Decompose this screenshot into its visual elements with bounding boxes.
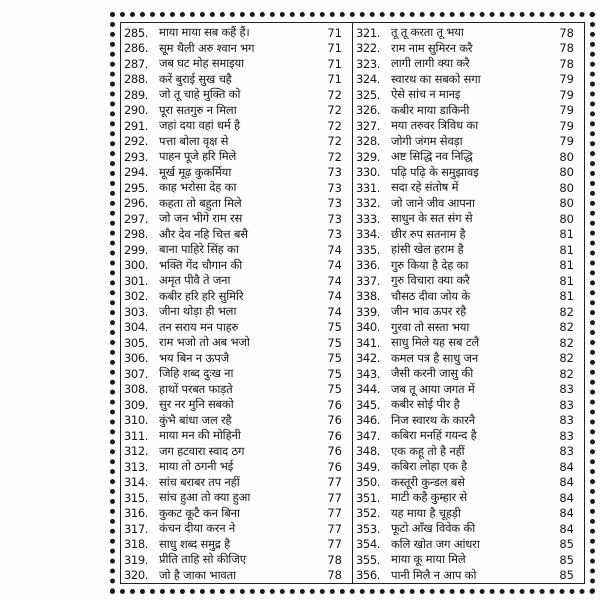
index-row: [353, 149, 584, 165]
entry-title: कहता तो बहुता मिले: [159, 195, 242, 210]
entry-title: निज स्वारथ के कारनै: [391, 412, 475, 427]
entry-page-number: 80: [559, 196, 574, 211]
index-row: [121, 273, 352, 289]
entry-page-number: 85: [559, 537, 574, 552]
entry-page-number: 71: [327, 72, 342, 87]
index-row: [121, 134, 352, 150]
entry-title: सदा रहे संतोष में: [391, 180, 459, 195]
entry-page-number: 80: [559, 211, 574, 226]
entry-title: राम भजो तो अब भजो: [159, 335, 250, 350]
index-row: [353, 459, 584, 475]
entry-title: जब घट मोह समाइया: [159, 56, 244, 71]
entry-number: 285.: [124, 25, 149, 40]
index-row: [121, 56, 352, 72]
entry-number: 302.: [124, 289, 149, 304]
entry-number: 353.: [356, 521, 381, 536]
entry-page-number: 73: [327, 227, 342, 242]
entry-page-number: 72: [327, 87, 342, 102]
entry-page-number: 81: [559, 227, 574, 242]
entry-title: तू तू करता तू भया: [391, 25, 464, 40]
index-row: [121, 382, 352, 398]
entry-number: 289.: [124, 87, 149, 102]
entry-title: यह माया है चूहड़ी: [391, 505, 461, 520]
entry-number: 307.: [124, 366, 149, 381]
entry-title: कबीर माया डाकिनी: [391, 102, 470, 117]
index-row: [121, 335, 352, 351]
entry-title: सांच बराबर तप नहीं: [159, 474, 240, 489]
entry-title: स्वारथ का सबको सगा: [391, 71, 481, 86]
entry-number: 301.: [124, 273, 149, 288]
entry-title: और देव नहि चित्त बसै: [159, 226, 248, 241]
entry-title: पानी मिलै न आप को: [391, 567, 477, 582]
entry-page-number: 82: [559, 335, 574, 350]
entry-number: 327.: [356, 118, 381, 133]
index-row: [121, 459, 352, 475]
index-row: [353, 273, 584, 289]
entry-title: जो है जाका भावता: [159, 567, 236, 582]
entry-number: 343.: [356, 366, 381, 381]
entry-number: 303.: [124, 304, 149, 319]
entry-number: 341.: [356, 335, 381, 350]
entry-number: 309.: [124, 397, 149, 412]
entry-title: जग हटवारा स्वाद ठग: [159, 443, 245, 458]
index-row: [353, 134, 584, 150]
entry-number: 352.: [356, 506, 381, 521]
index-row: [353, 211, 584, 227]
entry-title: माया कू माया मिले: [391, 552, 466, 567]
index-row: [121, 180, 352, 196]
entry-page-number: 80: [559, 180, 574, 195]
dotted-border-frame: [110, 12, 595, 594]
index-row: [353, 56, 584, 72]
entry-title: अष्ट सिद्धि नव निद्धि: [391, 149, 473, 164]
entry-page-number: 83: [559, 428, 574, 443]
entry-page-number: 77: [327, 506, 342, 521]
entry-title: तन सराय मन पाहरु: [159, 319, 239, 334]
index-row: [121, 537, 352, 553]
entry-page-number: 71: [327, 56, 342, 71]
entry-number: 331.: [356, 180, 381, 195]
entry-number: 292.: [124, 134, 149, 149]
index-row: [121, 351, 352, 367]
entry-page-number: 78: [327, 568, 342, 583]
entry-page-number: 75: [327, 320, 342, 335]
entry-title: कबीर सोई पीर है: [391, 397, 460, 412]
index-row: [353, 180, 584, 196]
index-row: [353, 428, 584, 444]
entry-title: फूटो आँख विवेक की: [391, 521, 475, 536]
index-row: [353, 397, 584, 413]
entry-number: 319.: [124, 552, 149, 567]
entry-title: लागी लागी क्या करै: [391, 56, 470, 71]
entry-title: कबिरा मनहिं गयन्द है: [391, 428, 477, 443]
entry-title: जो जाने जीव आपना: [391, 195, 475, 210]
entry-number: 332.: [356, 196, 381, 211]
entry-page-number: 79: [559, 118, 574, 133]
index-column-left: [121, 23, 353, 583]
entry-title: गुरु विचारा क्या करै: [391, 273, 470, 288]
entry-number: 329.: [356, 149, 381, 164]
entry-number: 288.: [124, 72, 149, 87]
entry-number: 340.: [356, 320, 381, 335]
entry-title: मया तरुवर त्रिविध का: [391, 118, 479, 133]
index-row: [353, 196, 584, 212]
entry-title: माया मन की मोहिनी: [159, 428, 241, 443]
entry-page-number: 80: [559, 165, 574, 180]
index-row: [121, 506, 352, 522]
entry-number: 346.: [356, 413, 381, 428]
index-row: [353, 351, 584, 367]
entry-title: माटी कहै कुम्हार से: [391, 490, 468, 505]
entry-number: 312.: [124, 444, 149, 459]
entry-page-number: 76: [327, 413, 342, 428]
entry-title: माया तो ठगनी भई: [159, 459, 234, 474]
index-table: [120, 22, 585, 584]
entry-page-number: 76: [327, 397, 342, 412]
index-row: [121, 552, 352, 568]
entry-title: जब तू आया जगत में: [391, 381, 475, 396]
entry-page-number: 72: [327, 134, 342, 149]
entry-title: सांच हुआ तो क्या हुआ: [159, 490, 251, 505]
entry-page-number: 79: [559, 103, 574, 118]
entry-title: हांसी खेल हराम है: [391, 242, 464, 257]
entry-page-number: 74: [327, 258, 342, 273]
index-row: [353, 72, 584, 88]
entry-title: भक्ति गेंद चौगान की: [159, 257, 243, 272]
entry-number: 344.: [356, 382, 381, 397]
entry-page-number: 82: [559, 304, 574, 319]
entry-number: 335.: [356, 242, 381, 257]
entry-page-number: 85: [559, 552, 574, 567]
entry-number: 356.: [356, 568, 381, 583]
entry-page-number: 84: [559, 506, 574, 521]
entry-page-number: 83: [559, 382, 574, 397]
entry-number: 334.: [356, 227, 381, 242]
index-row: [121, 568, 352, 584]
index-row: [353, 289, 584, 305]
entry-page-number: 78: [559, 25, 574, 40]
index-row: [121, 242, 352, 258]
index-row: [121, 258, 352, 274]
entry-page-number: 73: [327, 196, 342, 211]
entry-number: 333.: [356, 211, 381, 226]
entry-number: 308.: [124, 382, 149, 397]
entry-title: प्रीति ताहि सो कीजिए: [159, 552, 246, 567]
entry-title: भय बिन न ऊपजै: [159, 350, 229, 365]
entry-number: 300.: [124, 258, 149, 273]
entry-page-number: 79: [559, 134, 574, 149]
index-row: [353, 413, 584, 429]
entry-number: 339.: [356, 304, 381, 319]
entry-title: छीर रुप सतनाम है: [391, 226, 466, 241]
index-row: [353, 366, 584, 382]
entry-page-number: 76: [327, 444, 342, 459]
entry-page-number: 81: [559, 273, 574, 288]
entry-page-number: 75: [327, 351, 342, 366]
entry-number: 318.: [124, 537, 149, 552]
entry-title: जो तू चाहे मुक्ति को: [159, 87, 241, 102]
index-row: [121, 475, 352, 491]
entry-page-number: 82: [559, 351, 574, 366]
entry-number: 348.: [356, 444, 381, 459]
index-row: [353, 490, 584, 506]
index-row: [353, 320, 584, 336]
entry-title: राम नाम सुमिरन करै: [391, 40, 473, 55]
index-row: [353, 382, 584, 398]
index-row: [353, 568, 584, 584]
entry-title: माया माया सब कहैं हैं।: [159, 25, 250, 40]
entry-number: 286.: [124, 41, 149, 56]
entry-title: गुरवा तो सस्ता भया: [391, 319, 470, 334]
entry-title: कुकट कूटै कन बिना: [159, 505, 240, 520]
entry-title: जोगी जंगम सेवड़ा: [391, 133, 463, 148]
entry-page-number: 78: [327, 552, 342, 567]
index-row: [121, 444, 352, 460]
entry-number: 295.: [124, 180, 149, 195]
entry-number: 355.: [356, 552, 381, 567]
entry-page-number: 77: [327, 537, 342, 552]
entry-page-number: 84: [559, 475, 574, 490]
entry-title: करें बुराई सुख चहै: [159, 71, 232, 86]
entry-title: जैसी करनी जासु की: [391, 366, 474, 381]
entry-page-number: 71: [327, 41, 342, 56]
entry-page-number: 73: [327, 180, 342, 195]
index-row: [121, 428, 352, 444]
entry-number: 316.: [124, 506, 149, 521]
index-row: [121, 103, 352, 119]
index-row: [121, 490, 352, 506]
index-row: [121, 289, 352, 305]
entry-title: साधु शब्द समुद्र है: [159, 536, 231, 551]
entry-number: 306.: [124, 351, 149, 366]
entry-number: 337.: [356, 273, 381, 288]
entry-title: जीन भाव ऊपर रहै: [391, 304, 466, 319]
entry-page-number: 80: [559, 149, 574, 164]
entry-number: 297.: [124, 211, 149, 226]
entry-page-number: 79: [559, 72, 574, 87]
entry-number: 349.: [356, 459, 381, 474]
entry-page-number: 72: [327, 118, 342, 133]
index-row: [353, 118, 584, 134]
index-row: [353, 258, 584, 274]
index-column-right: [353, 23, 584, 583]
entry-title: कस्तूरी कुन्डल बसे: [391, 474, 465, 489]
entry-page-number: 72: [327, 103, 342, 118]
index-row: [353, 103, 584, 119]
entry-title: गुरु किया है देह का: [391, 257, 469, 272]
entry-number: 347.: [356, 428, 381, 443]
entry-title: कबीर हरि हरि सुमिरि: [159, 288, 244, 303]
entry-number: 287.: [124, 56, 149, 71]
entry-number: 342.: [356, 351, 381, 366]
entry-number: 354.: [356, 537, 381, 552]
entry-number: 321.: [356, 25, 381, 40]
index-row: [353, 552, 584, 568]
index-row: [353, 506, 584, 522]
entry-title: कलि खोत जग आंधरा: [391, 536, 480, 551]
entry-title: साधु मिले यह सब टलै: [391, 335, 480, 350]
entry-title: सूम थैली अरु श्वान भग: [159, 40, 255, 55]
index-row: [353, 41, 584, 57]
entry-page-number: 72: [327, 149, 342, 164]
entry-number: 294.: [124, 165, 149, 180]
entry-page-number: 84: [559, 521, 574, 536]
entry-number: 296.: [124, 196, 149, 211]
entry-page-number: 82: [559, 366, 574, 381]
index-row: [353, 444, 584, 460]
entry-number: 310.: [124, 413, 149, 428]
entry-title: कमल पत्र है साधु जन: [391, 350, 479, 365]
entry-page-number: 85: [559, 568, 574, 583]
entry-number: 325.: [356, 87, 381, 102]
entry-page-number: 78: [559, 56, 574, 71]
entry-page-number: 81: [559, 258, 574, 273]
index-row: [121, 397, 352, 413]
index-row: [121, 165, 352, 181]
entry-title: कुंभै बांधा जल रहै: [159, 412, 232, 427]
entry-page-number: 76: [327, 428, 342, 443]
index-row: [121, 41, 352, 57]
index-row: [353, 335, 584, 351]
index-row: [121, 72, 352, 88]
entry-page-number: 74: [327, 242, 342, 257]
index-row: [353, 25, 584, 41]
index-row: [353, 242, 584, 258]
index-row: [353, 227, 584, 243]
entry-title: पत्ता बोला वृक्ष से: [159, 133, 229, 148]
entry-page-number: 84: [559, 490, 574, 505]
entry-title: जीना थोड़ा ही भला: [159, 304, 237, 319]
entry-number: 317.: [124, 521, 149, 536]
index-row: [121, 118, 352, 134]
entry-number: 328.: [356, 134, 381, 149]
index-row: [353, 165, 584, 181]
index-row: [121, 366, 352, 382]
entry-page-number: 74: [327, 304, 342, 319]
index-row: [353, 304, 584, 320]
index-row: [121, 149, 352, 165]
entry-page-number: 84: [559, 459, 574, 474]
entry-title: चौसठ दीवा जोय के: [391, 288, 470, 303]
entry-page-number: 71: [327, 25, 342, 40]
entry-title: पाहन पूजे हरि मिले: [159, 149, 237, 164]
entry-page-number: 81: [559, 289, 574, 304]
entry-title: सुर नर मुनि सबको: [159, 397, 234, 412]
entry-page-number: 74: [327, 273, 342, 288]
entry-page-number: 81: [559, 242, 574, 257]
entry-title: बाना पाहिरे सिंह का: [159, 242, 239, 257]
index-row: [121, 304, 352, 320]
entry-number: 323.: [356, 56, 381, 71]
entry-page-number: 83: [559, 413, 574, 428]
entry-page-number: 83: [559, 397, 574, 412]
index-row: [121, 413, 352, 429]
entry-page-number: 75: [327, 366, 342, 381]
entry-title: जहां दया वहां धर्म है: [159, 118, 240, 133]
entry-number: 315.: [124, 490, 149, 505]
entry-title: कबिरा लोहा एक है: [391, 459, 467, 474]
index-row: [121, 25, 352, 41]
entry-number: 305.: [124, 335, 149, 350]
entry-title: काह भरोसा देह का: [159, 180, 237, 195]
entry-number: 311.: [124, 428, 149, 443]
entry-title: अमृत पीवै ते जना: [159, 273, 231, 288]
entry-number: 304.: [124, 320, 149, 335]
entry-number: 314.: [124, 475, 149, 490]
entry-title: पूरा सतगुरु न मिला: [159, 102, 237, 117]
entry-number: 290.: [124, 103, 149, 118]
index-row: [121, 196, 352, 212]
entry-number: 324.: [356, 72, 381, 87]
entry-title: ऐसे सांच न मानइ: [391, 87, 461, 102]
entry-number: 330.: [356, 165, 381, 180]
entry-number: 298.: [124, 227, 149, 242]
entry-page-number: 75: [327, 335, 342, 350]
entry-number: 313.: [124, 459, 149, 474]
entry-number: 351.: [356, 490, 381, 505]
entry-title: मूर्ख मूढ़ कुकर्मिया: [159, 164, 232, 179]
entry-number: 291.: [124, 118, 149, 133]
index-row: [121, 320, 352, 336]
entry-page-number: 76: [327, 459, 342, 474]
entry-page-number: 82: [559, 320, 574, 335]
index-row: [353, 87, 584, 103]
entry-title: जिहि शब्द दुःख ना: [159, 366, 234, 381]
entry-title: एक कहू तो है नहीं: [391, 443, 465, 458]
entry-page-number: 79: [559, 87, 574, 102]
index-row: [121, 87, 352, 103]
entry-number: 293.: [124, 149, 149, 164]
entry-page-number: 77: [327, 490, 342, 505]
index-row: [121, 227, 352, 243]
entry-number: 336.: [356, 258, 381, 273]
entry-page-number: 74: [327, 289, 342, 304]
entry-number: 299.: [124, 242, 149, 257]
entry-page-number: 83: [559, 444, 574, 459]
entry-number: 350.: [356, 475, 381, 490]
entry-page-number: 73: [327, 211, 342, 226]
entry-title: जो जन भीगे राम रस: [159, 211, 243, 226]
entry-page-number: 73: [327, 165, 342, 180]
entry-page-number: 77: [327, 521, 342, 536]
entry-title: हाथों परबत फाड़ते: [159, 381, 233, 396]
entry-page-number: 75: [327, 382, 342, 397]
entry-title: पढ़ि पढ़ि के समुझावइ: [391, 164, 479, 179]
index-row: [353, 475, 584, 491]
entry-number: 322.: [356, 41, 381, 56]
entry-number: 338.: [356, 289, 381, 304]
entry-title: कंचन दीया करन ने: [159, 521, 236, 536]
entry-number: 320.: [124, 568, 149, 583]
index-row: [121, 211, 352, 227]
entry-number: 326.: [356, 103, 381, 118]
index-row: [353, 521, 584, 537]
entry-title: साधुन के सत संग से: [391, 211, 473, 226]
entry-page-number: 77: [327, 475, 342, 490]
entry-number: 345.: [356, 397, 381, 412]
index-row: [353, 537, 584, 553]
entry-page-number: 78: [559, 41, 574, 56]
index-row: [121, 521, 352, 537]
